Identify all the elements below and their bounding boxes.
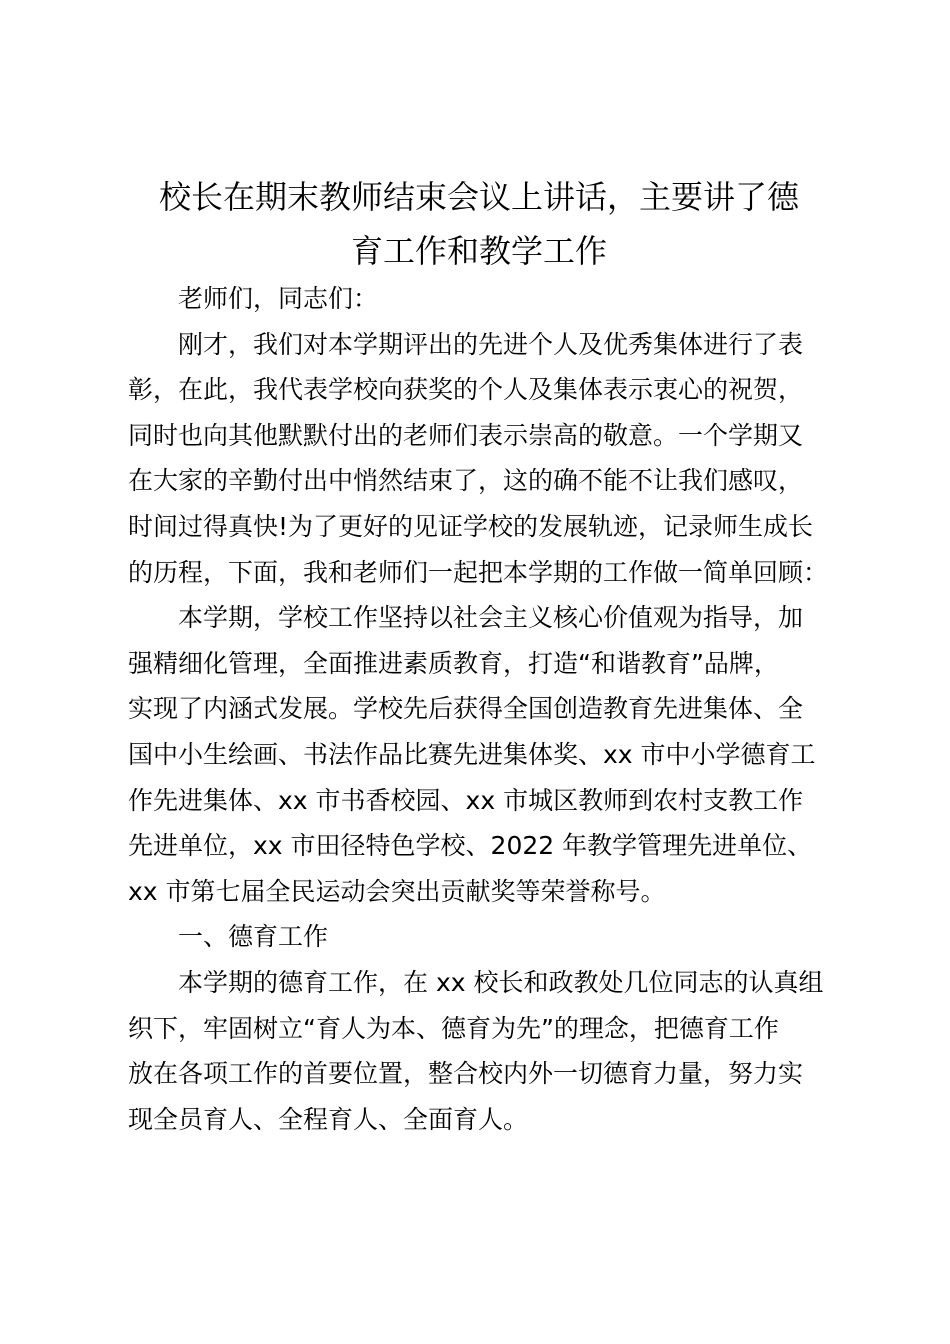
paragraph-line: 彰，在此，我代表学校向获奖的个人及集体表示衷心的祝贺， (128, 375, 804, 405)
paragraph-line: 国中小生绘画、书法作品比赛先进集体奖、xx 市中小学德育工 (128, 739, 816, 769)
paragraph-line: 本学期的德育工作，在 xx 校长和政教处几位同志的认真组 (178, 967, 824, 997)
paragraph-line: 作先进集体、xx 市书香校园、xx 市城区教师到农村支教工作 (128, 785, 804, 815)
paragraph-line: 时间过得真快!为了更好的见证学校的发展轨迹，记录师生成长 (128, 511, 814, 541)
paragraph-line: 在大家的辛勤付出中悄然结束了，这的确不能不让我们感叹， (128, 466, 804, 496)
paragraph-line: 强精细化管理，全面推进素质教育，打造“和谐教育”品牌， (128, 648, 779, 678)
title-line: 校长在期末教师结束会议上讲话，主要讲了德 (158, 178, 799, 216)
paragraph-line: 现全员育人、全程育人、全面育人。 (128, 1104, 529, 1134)
paragraph-line: 实现了内涵式发展。学校先后获得全国创造教育先进集体、全 (128, 694, 804, 724)
paragraph-line: 放在各项工作的首要位置，整合校内外一切德育力量，努力实 (128, 1059, 804, 1089)
paragraph-line: 本学期，学校工作坚持以社会主义核心价值观为指导，加 (178, 603, 804, 633)
paragraph-line: 织下，牢固树立“育人为本、德育为先”的理念，把德育工作 (128, 1013, 779, 1043)
title-line: 育工作和教学工作 (350, 232, 607, 270)
document-body (128, 276, 868, 1142)
paragraph-line: 同时也向其他默默付出的老师们表示崇高的敬意。一个学期又 (128, 420, 804, 450)
section-heading: 一、德育工作 (178, 922, 329, 952)
paragraph-line: xx 市第七届全民运动会突出贡献奖等荣誉称号。 (128, 876, 666, 906)
document-title (118, 170, 840, 278)
paragraph-line: 先进单位，xx 市田径特色学校、2022 年教学管理先进单位、 (128, 831, 813, 861)
paragraph-line: 刚才，我们对本学期评出的先进个人及优秀集体进行了表 (178, 329, 804, 359)
paragraph-line: 的历程，下面，我和老师们一起把本学期的工作做一简单回顾： (128, 557, 829, 587)
salutation: 老师们，同志们： (178, 284, 379, 313)
